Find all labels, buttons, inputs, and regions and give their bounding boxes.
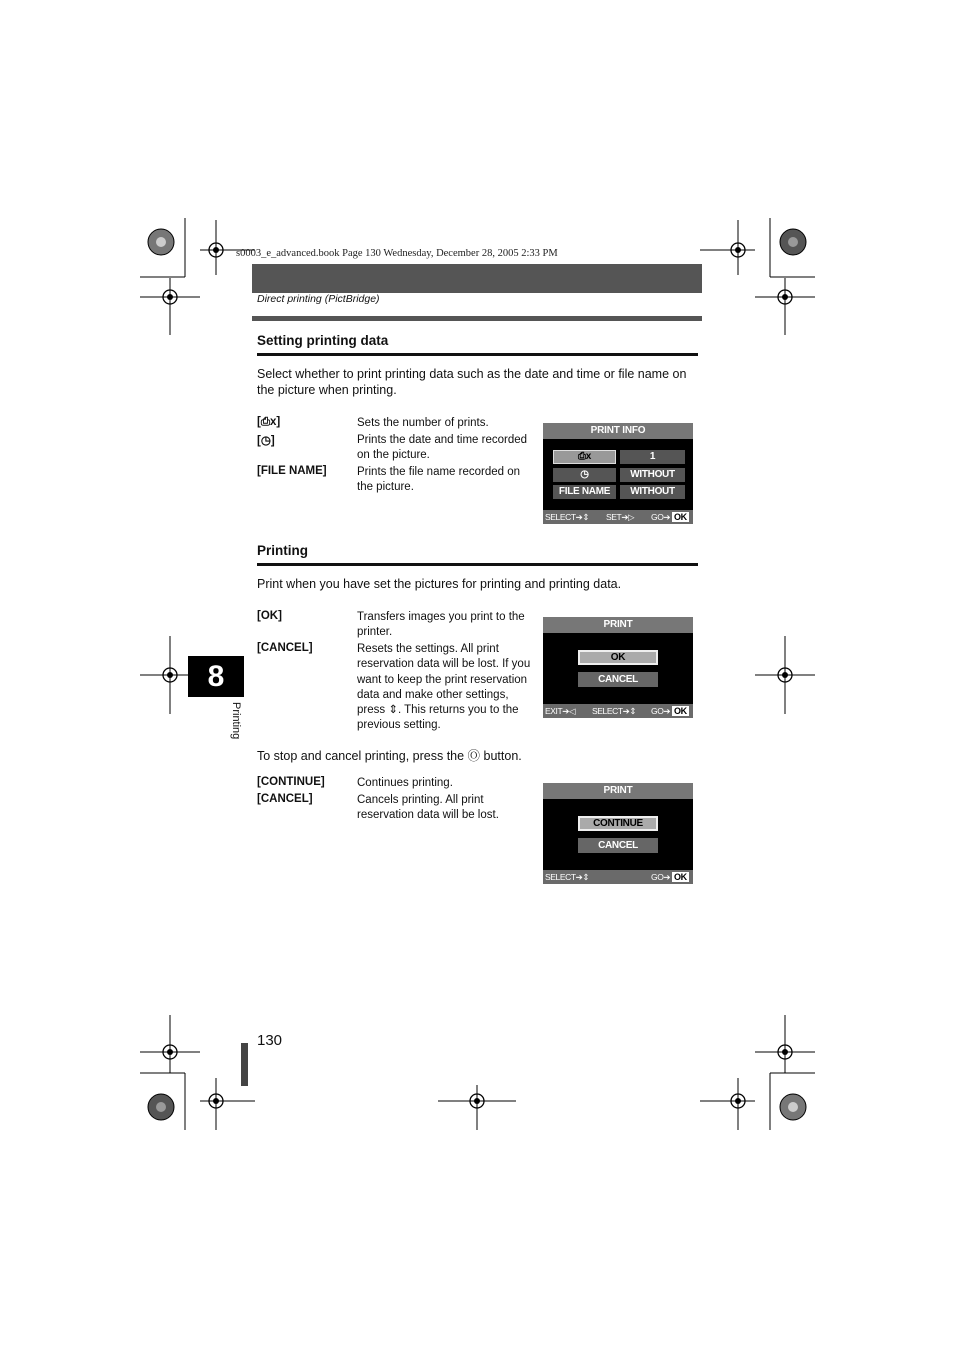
row-label-date: ◷ [553,468,616,482]
foot-select: SELECT➔⇕ [545,512,590,522]
ok-icon: OK [674,706,687,716]
ok-option: OK [578,650,658,665]
cancel-option: CANCEL [578,672,658,687]
term-cancel: [CANCEL] [257,642,313,654]
term-file-name: [FILE NAME] [257,465,327,477]
row-value-prints: 1 [620,450,685,464]
print-continue-screen [543,783,693,884]
row-label-prints: ⎙x [553,450,616,464]
desc-date: Prints the date and time recorded on the picture. [357,434,528,462]
desc-cancel: Resets the settings. All print reservation data will be lost. If you want to keep the print reservation data and make other settings, press ⇕. This returns you to the previous setting. [357,643,531,732]
desc-prints: Sets the number of prints. [357,417,489,429]
print-info-screen [543,423,693,524]
row-value-file-name: WITHOUT [620,485,685,499]
header-band [252,264,702,293]
foot-exit: EXIT➔◁ [545,706,576,716]
stop-text: To stop and cancel printing, press the Ⓞ button. [257,749,522,763]
screen-title: PRINT INFO [543,423,693,439]
running-header: Direct printing (PictBridge) [257,293,380,305]
ok-icon: OK [674,872,687,882]
foot-select: SELECT➔⇕ [592,706,637,716]
chapter-tab: 8 [188,656,244,697]
desc-continue: Continues printing. [357,777,453,789]
term-cancel-2: [CANCEL] [257,793,313,805]
printing-intro: Print when you have set the pictures for printing and printing data. [257,577,622,591]
foot-go: GO➔ [651,872,671,882]
term-continue: [CONTINUE] [257,776,325,788]
print-screen [543,617,693,718]
screen-title: PRINT [543,617,693,633]
ok-icon: OK [674,512,687,522]
screen-footer [543,510,693,524]
cancel-option: CANCEL [578,838,658,853]
row-value-date: WITHOUT [620,468,685,482]
screen-footer [543,870,693,884]
foot-go: GO➔ [651,512,671,522]
header-rule [252,316,702,321]
section-title-printing: Printing [257,543,308,558]
book-info-line: s0003_e_advanced.book Page 130 Wednesday, December 28, 2005 2:33 PM [236,248,558,259]
desc-ok: Transfers images you print to the printer. [357,611,525,639]
continue-option: CONTINUE [578,816,658,831]
screen-title: PRINT [543,783,693,799]
page-number-bar [241,1043,248,1086]
desc-file-name: Prints the file name recorded on the picture. [357,466,521,494]
foot-set: SET➔▷ [606,512,635,522]
section-title-setting: Setting printing data [257,333,389,348]
term-ok: [OK] [257,610,282,622]
section-rule [257,353,698,356]
desc-cancel-2: Cancels printing. All print reservation data will be lost. [357,794,499,822]
term-prints: [⎙x] [257,416,281,428]
chapter-side-label: Printing [230,702,242,740]
term-date: [◷] [257,435,275,447]
foot-select: SELECT➔⇕ [545,872,590,882]
setting-intro: Select whether to print printing data such as the date and time or file name on the picture when printing. [257,367,687,397]
screen-footer [543,704,693,718]
foot-go: GO➔ [651,706,671,716]
row-label-file-name: FILE NAME [553,485,616,499]
page-number: 130 [257,1032,283,1049]
section-rule [257,563,698,566]
